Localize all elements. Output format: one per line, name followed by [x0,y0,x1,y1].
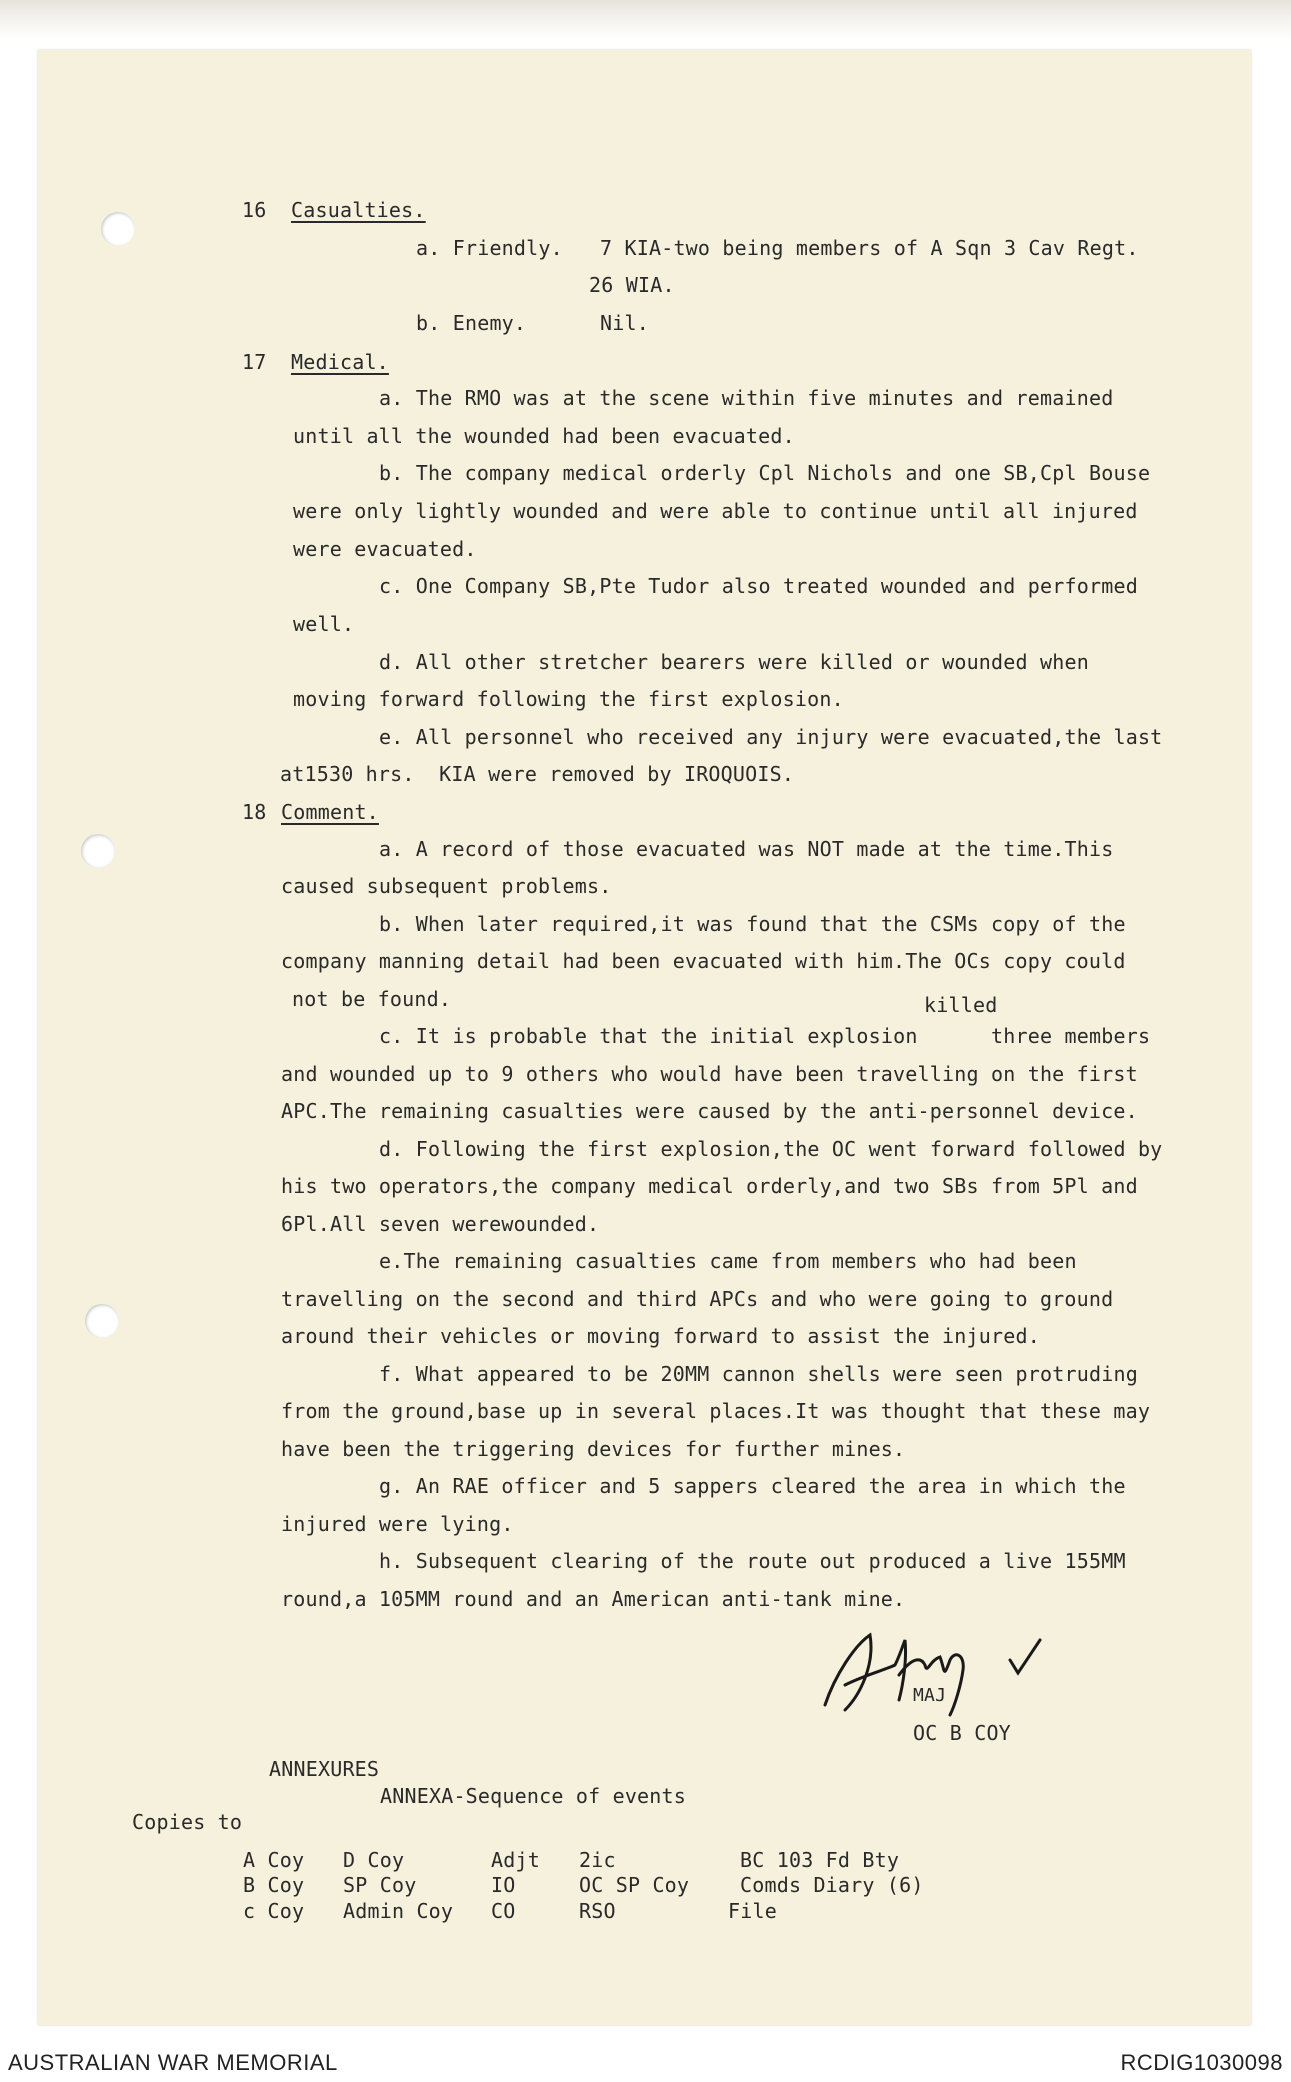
section-heading-casualties: Casualties. [291,198,426,222]
section-number: 16 [242,198,267,222]
text-line: his two operators,the company medical orderly,and two SBs from 5Pl and [281,1174,1138,1198]
copies-cell: D Coy [343,1848,405,1872]
text-line: and wounded up to 9 others who would have been travelling on the first [281,1062,1138,1086]
text-line: d. Following the first explosion,the OC went forward followed by [379,1137,1163,1161]
text-line: c. One Company SB,Pte Tudor also treated wounded and performed [379,574,1138,598]
copies-cell: BC 103 Fd Bty [740,1848,900,1872]
text-line: round,a 105MM round and an American anti-tank mine. [281,1587,906,1611]
text-line: e. All personnel who received any injury were evacuated,the last [379,725,1163,749]
signature-graphic [815,1615,1055,1725]
text-line: moving forward following the first explosion. [293,687,844,711]
punch-hole [85,1304,119,1338]
friendly-kia: 7 KIA-two being members of A Sqn 3 Cav Regt. [600,236,1139,260]
text-line: h. Subsequent clearing of the route out produced a live 155MM [379,1549,1126,1573]
copies-cell: SP Coy [343,1873,417,1897]
text-line: caused subsequent problems. [281,874,612,898]
enemy-label: b. Enemy. [416,311,527,335]
text-line: were only lightly wounded and were able to continue until all injured [293,499,1138,523]
text-line: a. A record of those evacuated was NOT made at the time.This [379,837,1114,861]
section-number: 17 [242,350,267,374]
friendly-wia: 26 WIA. [589,273,675,297]
text-line: APC.The remaining casualties were caused by the anti-personnel device. [281,1099,1138,1123]
punch-hole [81,834,115,868]
copies-cell: Adjt [491,1848,540,1872]
handwritten-insert-killed: killed [924,993,998,1017]
text-line: were evacuated. [293,537,477,561]
text-line: b. When later required,it was found that the CSMs copy of the [379,912,1126,936]
footer-archive-name: AUSTRALIAN WAR MEMORIAL [8,2050,338,2075]
punch-hole [101,212,135,246]
text-line: f. What appeared to be 20MM cannon shells were seen protruding [379,1362,1138,1386]
text-line: injured were lying. [281,1512,514,1536]
friendly-label: a. Friendly. [416,236,563,260]
text-line: b. The company medical orderly Cpl Nichols and one SB,Cpl Bouse [379,461,1151,485]
signature-rank: MAJ [913,1685,947,1706]
text-line: c. It is probable that the initial explosion three members [379,1024,1151,1048]
annexures-heading: ANNEXURES [269,1757,380,1781]
section-heading-comment: Comment. [281,800,379,824]
copies-cell: 2ic [579,1848,616,1872]
copies-label: Copies to [132,1810,243,1834]
text-line: not be found. [292,987,452,1011]
signature-title: OC B COY [913,1721,1011,1745]
text-line: a. The RMO was at the scene within five minutes and remained [379,386,1114,410]
footer-record-id: RCDIG1030098 [1120,2050,1283,2075]
text-line: 6Pl.All seven werewounded. [281,1212,600,1236]
section-number: 18 [242,800,267,824]
copies-cell: File [728,1899,777,1923]
copies-cell: CO [491,1899,516,1923]
text-line: company manning detail had been evacuated with him.The OCs copy could [281,949,1126,973]
text-line: at1530 hrs. KIA were removed by IROQUOIS. [280,762,795,786]
copies-cell: B Coy [243,1873,305,1897]
copies-cell: Comds Diary (6) [740,1873,924,1897]
section-heading-medical: Medical. [291,350,389,374]
copies-cell: A Coy [243,1848,305,1872]
copies-cell: RSO [579,1899,616,1923]
copies-cell: c Coy [243,1899,305,1923]
text-line: g. An RAE officer and 5 sappers cleared the area in which the [379,1474,1126,1498]
copies-cell: Admin Coy [343,1899,454,1923]
enemy-value: Nil. [600,311,649,335]
text-line: d. All other stretcher bearers were killed or wounded when [379,650,1089,674]
copies-cell: OC SP Coy [579,1873,690,1897]
text-line: around their vehicles or moving forward to assist the injured. [281,1324,1040,1348]
copies-cell: IO [491,1873,516,1897]
text-line: until all the wounded had been evacuated. [293,424,795,448]
text-line: well. [293,612,355,636]
text-line: e.The remaining casualties came from members who had been [379,1249,1077,1273]
annexure-item: ANNEXA-Sequence of events [380,1784,687,1808]
text-line: travelling on the second and third APCs and who were going to ground [281,1287,1114,1311]
text-line: have been the triggering devices for further mines. [281,1437,906,1461]
text-line: from the ground,base up in several places.It was thought that these may [281,1399,1151,1423]
